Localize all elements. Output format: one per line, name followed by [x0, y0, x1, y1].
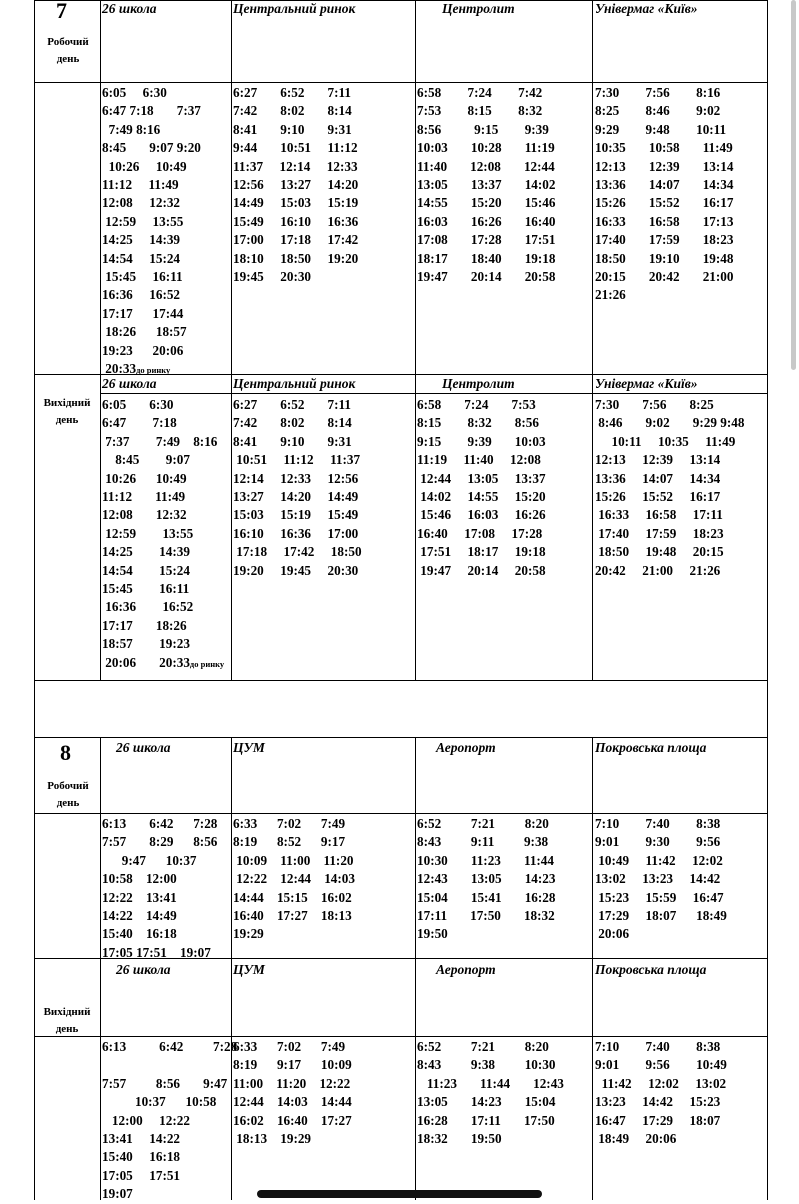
table-rule — [100, 737, 101, 1200]
table-rule — [231, 0, 232, 680]
table-rule — [415, 737, 416, 1200]
table-rule — [34, 813, 767, 814]
route-number: 7 — [56, 0, 67, 23]
departure-times: 6:13 6:42 7:28 7:57 8:56 9:47 10:37 10:58 12:00 12:22 13:41 14:22 15:40 16:18 17:05 17:51 19:07 — [102, 1039, 238, 1202]
departure-times — [102, 396, 224, 673]
weekday-label: Робочий день — [47, 780, 89, 809]
weekend-label: Вихідний день — [43, 1006, 91, 1035]
times-text: 6:05 6:30 6:47 7:18 7:37 7:49 8:16 8:45 9:07 10:26 10:49 11:12 11:49 12:08 12:32 12:59 13:55 14:25 14:39 14:54 15:24 15:45 16:11 16:36 16:52 17:17 18:26 18:57 19:23 20:06 20:33 — [102, 397, 218, 670]
times-note: до ринку — [136, 365, 171, 376]
times-note: до ринку — [189, 658, 225, 669]
departure-times — [102, 84, 201, 380]
stop-header: Аеропорт — [436, 740, 496, 755]
times-text: 6:05 6:30 6:47 7:18 7:37 7:49 8:16 8:45 9:07 9:20 10:26 10:49 11:12 11:49 12:08 12:32 12:59 13:55 14:25 14:39 14:54 15:24 15:45 16:11 16:36 16:52 17:17 17:44 18:26 18:57 19:23 20:06 20:33 — [102, 85, 201, 377]
departure-times: 6:33 7:02 7:49 8:19 9:17 10:09 11:00 11:20 12:22 12:44 14:03 14:44 16:02 16:40 17:27 18:13 19:29 — [233, 1039, 352, 1147]
stop-header: 26 школа — [102, 376, 157, 391]
departure-times: 6:13 6:42 7:28 7:57 8:29 8:56 9:47 10:37 10:58 12:00 12:22 13:41 14:22 14:49 15:40 16:18 17:05 17:51 19:07 — [102, 816, 218, 960]
departure-times: 6:52 7:21 8:20 8:43 9:38 10:30 11:23 11:44 12:43 13:05 14:23 15:04 16:28 17:11 17:50 18:32 19:50 — [417, 1039, 564, 1147]
table-rule — [415, 0, 416, 680]
departure-times: 6:27 6:52 7:11 7:42 8:02 8:14 8:41 9:10 9:31 9:44 10:51 11:12 11:37 12:14 12:33 12:56 13:27 14:20 14:49 15:03 15:19 15:49 16:10 16:36 17:00 17:18 17:42 18:10 18:50 19:20 19:45 20:30 — [233, 85, 359, 285]
stop-header: Центральний ринок — [233, 376, 356, 391]
table-rule — [34, 1036, 767, 1037]
stop-header: 26 школа — [102, 1, 157, 16]
stop-header: Аеропорт — [436, 962, 496, 977]
stop-header: Центролит — [442, 1, 515, 16]
route-number: 8 — [60, 740, 71, 765]
table-rule — [34, 737, 767, 738]
table-rule — [767, 0, 768, 1200]
departure-times: 6:58 7:24 7:53 8:15 8:32 8:56 9:15 9:39 10:03 11:19 11:40 12:08 12:44 13:05 13:37 14:02 14:55 15:20 15:46 16:03 16:26 16:40 17:08 17:28 17:51 18:17 19:18 19:47 20:14 20:58 — [417, 397, 546, 578]
stop-header: 26 школа — [116, 962, 171, 977]
table-rule — [100, 0, 101, 680]
departure-times: 6:27 6:52 7:11 7:42 8:02 8:14 8:41 9:10 9:31 10:51 11:12 11:37 12:14 12:33 12:56 13:27 14:20 14:49 15:03 15:19 15:49 16:10 16:36 17:00 17:18 17:42 18:50 19:20 19:45 20:30 — [233, 397, 362, 578]
weekend-label: Вихідний день — [43, 397, 91, 426]
stop-header: 26 школа — [116, 740, 171, 755]
departure-times: 6:58 7:24 7:42 7:53 8:15 8:32 8:56 9:15 9:39 10:03 10:28 11:19 11:40 12:08 12:44 13:05 13:37 14:02 14:55 15:20 15:46 16:03 16:26 16:40 17:08 17:28 17:51 18:17 18:40 19:18 19:47 20:14 20:58 — [417, 85, 556, 285]
departure-times: 7:10 7:40 8:38 9:01 9:56 10:49 11:42 12:02 13:02 13:23 14:42 15:23 16:47 17:29 18:07 18:49 20:06 — [595, 1039, 727, 1147]
stop-header: Центролит — [442, 376, 515, 391]
table-rule — [592, 0, 593, 680]
stop-header: Універмаг «Київ» — [595, 1, 698, 16]
stop-header: Універмаг «Київ» — [595, 376, 698, 391]
home-indicator[interactable] — [257, 1190, 542, 1198]
stop-header: Центральний ринок — [233, 1, 356, 16]
departure-times: 7:10 7:40 8:38 9:01 9:30 9:56 10:49 11:42 12:02 13:02 13:23 14:42 15:23 15:59 16:47 17:29 18:07 18:49 20:06 — [595, 816, 727, 942]
table-rule — [34, 680, 767, 681]
weekday-label: Робочий день — [47, 36, 89, 65]
departure-times: 7:30 7:56 8:16 8:25 8:46 9:02 9:29 9:48 10:11 10:35 10:58 11:49 12:13 12:39 13:14 13:36 14:07 14:34 15:26 15:52 16:17 16:33 16:58 17:13 17:40 17:59 18:23 18:50 19:10 19:48 20:15 20:42 21:00 21:26 — [595, 85, 734, 303]
scrollbar[interactable] — [791, 0, 796, 370]
table-rule — [100, 393, 767, 394]
stop-header: Покровська площа — [595, 962, 707, 977]
stop-header: ЦУМ — [233, 962, 265, 977]
stop-header: ЦУМ — [233, 740, 265, 755]
departure-times: 6:33 7:02 7:49 8:19 8:52 9:17 10:09 11:00 11:20 12:22 12:44 14:03 14:44 15:15 16:02 16:40 17:27 18:13 19:29 — [233, 816, 355, 942]
stop-header: Покровська площа — [595, 740, 707, 755]
departure-times: 7:30 7:56 8:25 8:46 9:02 9:29 9:48 10:11 10:35 11:49 12:13 12:39 13:14 13:36 14:07 14:34 15:26 15:52 16:17 16:33 16:58 17:11 17:40 17:59 18:23 18:50 19:48 20:15 20:42 21:00 21:26 — [595, 397, 745, 578]
departure-times: 6:52 7:21 8:20 8:43 9:11 9:38 10:30 11:23 11:44 12:43 13:05 14:23 15:04 15:41 16:28 17:11 17:50 18:32 19:50 — [417, 816, 556, 942]
table-rule — [34, 82, 767, 83]
table-rule — [592, 737, 593, 1200]
